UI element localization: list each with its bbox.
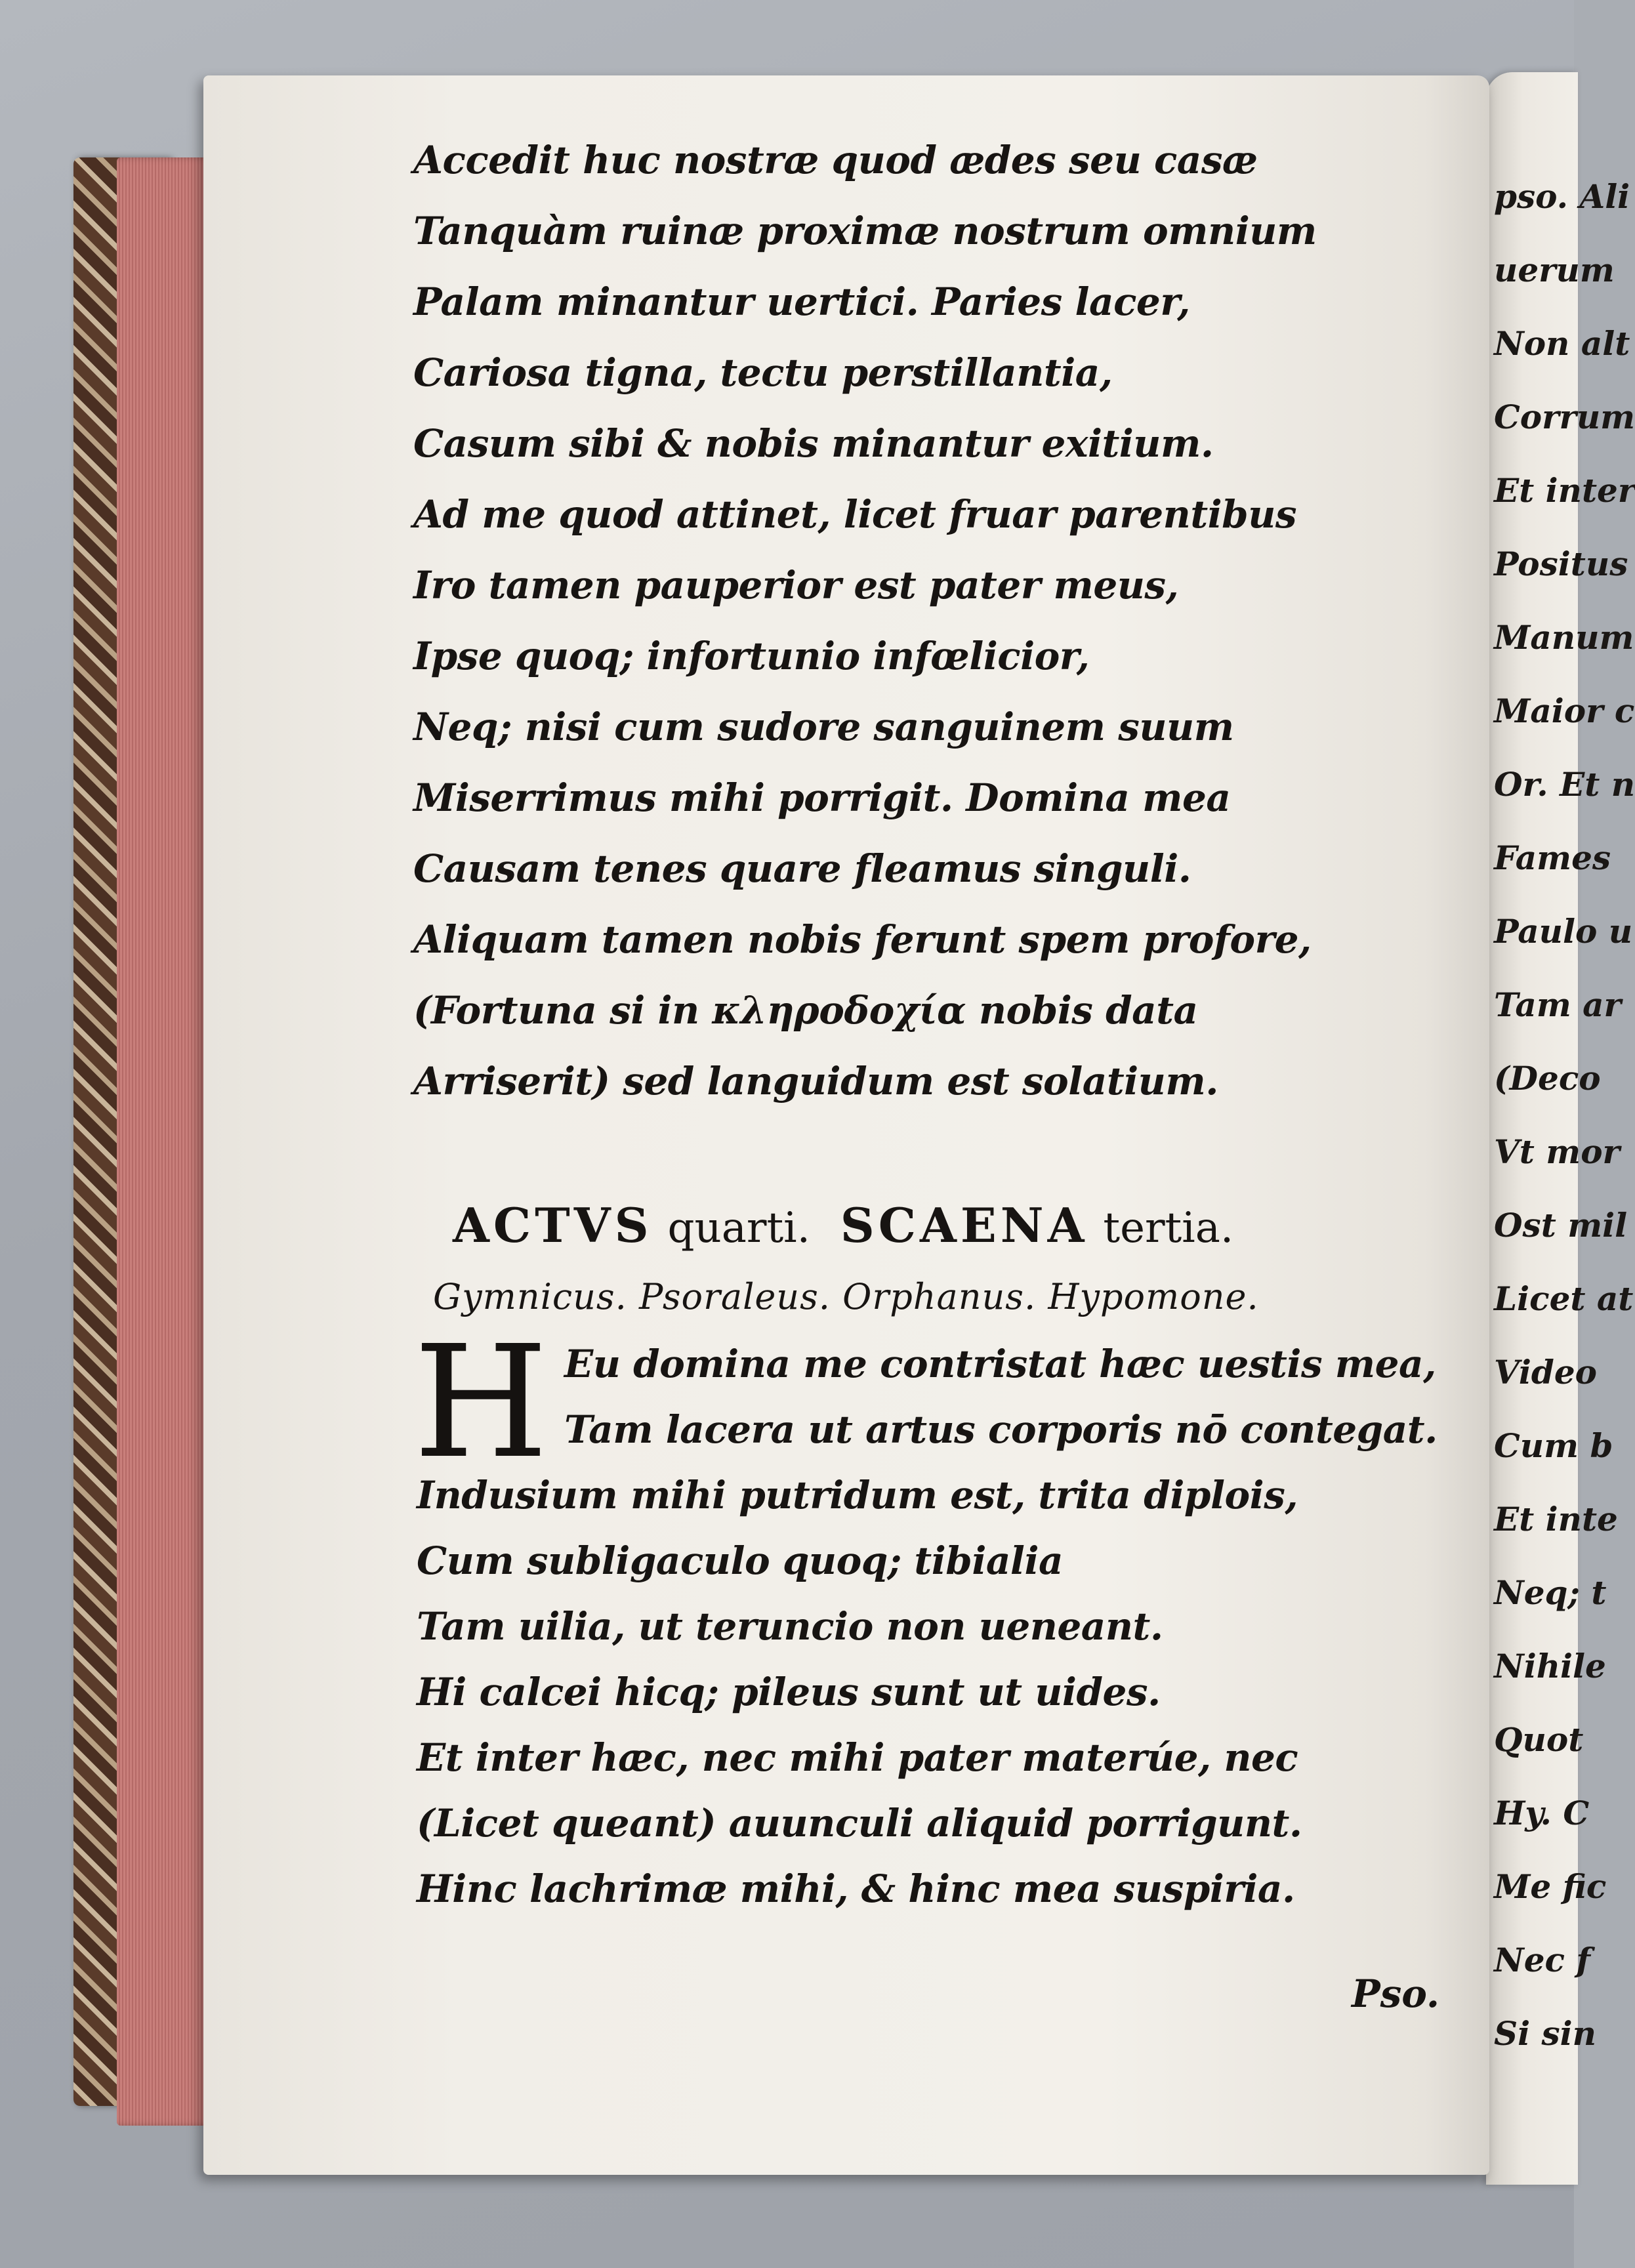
facing-page-line: Ost mil [1494,1206,1628,1245]
facing-page-line: Nihile [1494,1647,1606,1685]
facing-page-line: pso. Ali [1494,177,1630,216]
verse-line: Iro tamen pauperior est pater meus, [413,563,1179,608]
verse-line: Cariosa tigna, tectu perstillantia, [413,350,1113,395]
verse-line: Indusium mihi putridum est, trita diplois, [417,1473,1298,1517]
facing-page-line: Hy. C [1494,1794,1590,1832]
facing-page-line: Tam ar [1494,985,1621,1024]
facing-page-line: (Deco [1494,1059,1601,1098]
scene-heading [453,1197,1233,1253]
facing-page-line: Positus [1494,545,1628,583]
facing-page-line: Et inte [1494,1500,1618,1538]
verse-line: Tam lacera ut artus corporis nō contegat. [564,1407,1438,1452]
facing-page-line: Fames [1494,838,1611,877]
facing-page-line: Neq; t [1494,1573,1607,1612]
verse-line: Ad me quod attinet, licet fruar parentibus [413,492,1297,537]
verse-line: Tam uilia, ut teruncio non ueneant. [417,1604,1163,1649]
facing-page-line: uerum [1494,251,1615,289]
facing-page-line: Vt mor [1494,1132,1620,1171]
verse-line: Hinc lachrimæ mihi, & hinc mea suspiria. [417,1866,1295,1911]
verse-line: Causam tenes quare fleamus singuli. [413,846,1191,891]
verse-line: Casum sibi & nobis minantur exitium. [413,421,1214,466]
facing-page-line: Non alt [1494,324,1630,363]
drop-cap: H [413,1312,548,1493]
facing-page-line: Or. Et n [1494,765,1635,804]
verse-line: Cum subligaculo quoq; tibialia [417,1538,1064,1583]
verse-line: (Licet queant) auunculi aliquid porrigunt. [417,1801,1302,1845]
verse-line: Neq; nisi cum sudore sanguinem suum [413,705,1234,749]
facing-page-line: Me fic [1494,1867,1607,1906]
facing-page-line: Manum [1494,618,1634,657]
verse-line: Et inter hæc, nec mihi pater materúe, nec [417,1735,1298,1780]
facing-page-line: Maior c [1494,691,1635,730]
verse-line: Hi calcei hicq; pileus sunt ut uides. [417,1670,1161,1714]
verse-line: Miserrimus mihi porrigit. Domina mea [413,775,1231,820]
verse-line: Tanquàm ruinæ proximæ nostrum omnium [413,209,1317,253]
facing-page-line: Paulo u [1494,912,1633,951]
facing-page-line: Corrum [1494,398,1635,436]
verse-line: Arriserit) sed languidum est solatium. [413,1059,1218,1103]
facing-page-line: Licet at [1494,1279,1634,1318]
page-edges [117,157,215,2126]
verse-line: (Fortuna si in κληροδοχία nobis data [413,988,1198,1033]
heading-scaena: SCAENA [840,1197,1088,1253]
catchword: Pso. [1352,1971,1440,2016]
heading-actus: ACTVS [453,1197,653,1253]
verse-line: Ipse quoq; infortunio infœlicior, [413,634,1090,678]
facing-page-line: Et inter [1494,471,1635,510]
heading-quarti: quarti. [667,1204,810,1252]
facing-page-line: Cum b [1494,1426,1613,1465]
facing-page-line: Quot [1494,1720,1584,1759]
facing-page-line: Nec f [1494,1941,1590,1979]
facing-page [1486,72,1635,2185]
facing-page-line: Si sin [1494,2014,1597,2053]
verse-line: Palam minantur uertici. Paries lacer, [413,279,1190,324]
facing-page-line: Video [1494,1353,1598,1392]
verse-line: Eu domina me contristat hæc uestis mea, [564,1342,1436,1386]
dramatis-personae: Gymnicus. Psoraleus. Orphanus. Hypomone. [433,1276,1259,1317]
verse-line: Aliquam tamen nobis ferunt spem profore, [413,917,1312,962]
verse-line: Accedit huc nostræ quod ædes seu casæ [413,138,1258,182]
heading-tertia: tertia. [1103,1204,1234,1252]
